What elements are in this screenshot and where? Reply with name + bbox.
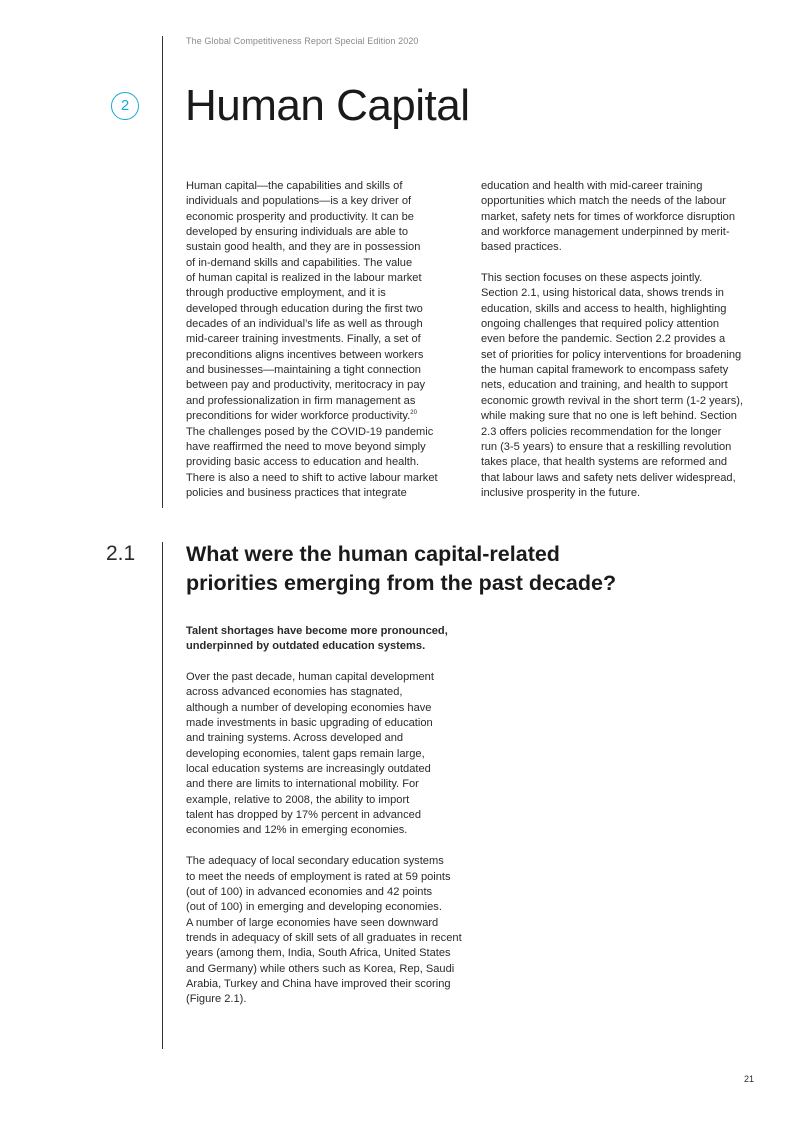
- vertical-rule-bottom: [162, 542, 163, 1049]
- intro-right-p2-line: 2.3 offers policies recommendation for the longer: [481, 425, 722, 438]
- intro-right-p1-line: opportunities which match the needs of the labour: [481, 195, 726, 208]
- intro-right-p2-line: takes place, that health systems are reformed and: [481, 456, 728, 469]
- section-p2-line: and Germany) while others such as Korea, Rep, Saudi: [186, 962, 455, 975]
- section-p2-line: Arabia, Turkey and China have improved their scoring: [186, 977, 451, 990]
- section-lead: [186, 624, 476, 655]
- section-title-line: priorities emerging from the past decade?: [186, 571, 617, 595]
- intro-paragraph-left: [186, 179, 456, 501]
- intro-left-column: [186, 179, 456, 517]
- intro-right-p2-line: even before the pandemic. Section 2.2 provides a: [481, 333, 726, 346]
- chapter-number-badge: 2: [111, 92, 139, 120]
- intro-right-p1-line: based practices.: [481, 241, 562, 254]
- intro-left-line: Human capital—the capabilities and skills of: [186, 180, 403, 192]
- intro-right-p1-line: education and health with mid-career training: [481, 180, 703, 192]
- section-p1-line: economies and 12% in emerging economies.: [186, 824, 408, 837]
- section-p2-line: years (among them, India, South Africa, United States: [186, 947, 451, 960]
- intro-left-lines-after: [186, 426, 438, 499]
- section-p1-line: made investments in basic upgrading of education: [186, 717, 433, 730]
- intro-right-p2-line: nets, education and training, and health to support: [481, 379, 728, 392]
- section-number: 2.1: [106, 542, 136, 565]
- intro-left-line: of human capital is realized in the labour market: [186, 272, 422, 285]
- section-p2-line: (out of 100) in emerging and developing economies.: [186, 901, 442, 914]
- page-number: 21: [744, 1074, 755, 1084]
- intro-left-lines: [186, 180, 425, 422]
- intro-right-p2-line: set of priorities for policy interventions for broadening: [481, 348, 742, 361]
- section-p1-line: and training systems. Across developed and: [186, 732, 404, 745]
- intro-left-line: developed by ensuring individuals are able to: [186, 226, 409, 239]
- intro-left-line: economic prosperity and productivity. It can be: [186, 210, 414, 223]
- section-p1-line: local education systems are increasingly outdated: [186, 763, 431, 776]
- intro-left-line: sustain good health, and they are in possession: [186, 241, 421, 254]
- section-lead-line: Talent shortages have become more pronounced,: [186, 625, 448, 637]
- intro-left-line: mid-career training investments. Finally, a set of: [186, 333, 421, 346]
- intro-left-line: and professionalization in firm management as: [186, 394, 416, 407]
- footnote-ref: 20: [410, 410, 417, 417]
- intro-left-line: preconditions for wider workforce productivity.: [186, 410, 411, 423]
- intro-left-after-line: have reaffirmed the need to move beyond simply: [186, 440, 426, 453]
- intro-right-p1-line: market, safety nets for times of workforce disruption: [481, 210, 736, 223]
- intro-right-p2-line: Section 2.1, using historical data, shows trends in: [481, 287, 724, 300]
- intro-left-after-line: There is also a need to shift to active labour market: [186, 471, 438, 484]
- intro-right-p1-line: and workforce management underpinned by merit-: [481, 226, 730, 239]
- section-p2-line: A number of large economies have seen downward: [186, 916, 439, 929]
- section-p2-line: trends in adequacy of skill sets of all graduates in recent: [186, 931, 462, 944]
- intro-left-after-line: providing basic access to education and health.: [186, 456, 420, 469]
- section-title: [186, 540, 706, 598]
- intro-right-paragraph-2: [481, 271, 761, 501]
- intro-right-p2-line: ongoing challenges that required policy attention: [481, 318, 720, 331]
- report-header: The Global Competitiveness Report Special Edition 2020: [186, 36, 419, 46]
- intro-right-p2-line: economic growth revival in the short term (1-2 years),: [481, 394, 744, 407]
- section-lead-line: underpinned by outdated education systems.: [186, 640, 426, 653]
- intro-right-p2-line: education, skills and access to health, highlighting: [481, 302, 727, 315]
- intro-right-column: [481, 179, 761, 517]
- section-p1-line: talent has dropped by 17% percent in advanced: [186, 809, 421, 822]
- section-p2-line: The adequacy of local secondary education systems: [186, 855, 444, 868]
- intro-left-line: decades of an individual’s life as well as through: [186, 318, 423, 331]
- intro-right-p2-line: the human capital framework to encompass safety: [481, 364, 729, 377]
- section-p1-line: and there are limits to international mobility. For: [186, 778, 419, 791]
- section-title-line: What were the human capital-related: [186, 542, 560, 566]
- section-p1-line: Over the past decade, human capital development: [186, 671, 434, 684]
- intro-left-line: through productive employment, and it is: [186, 287, 386, 300]
- section-p2-line: (out of 100) in advanced economies and 42 points: [186, 885, 433, 898]
- intro-left-line: developed through education during the first two: [186, 302, 423, 315]
- section-p2-line: to meet the needs of employment is rated at 59 points: [186, 870, 451, 883]
- intro-right-p2-line: inclusive prosperity in the future.: [481, 486, 641, 499]
- section-paragraph-2: [186, 854, 476, 1007]
- section-p1-line: although a number of developing economies have: [186, 701, 432, 714]
- intro-left-line: between pay and productivity, meritocracy in pay: [186, 379, 426, 392]
- intro-left-after-line: policies and business practices that integrate: [186, 486, 407, 499]
- chapter-title: Human Capital: [185, 81, 470, 130]
- intro-right-paragraph-1: [481, 179, 761, 256]
- intro-left-line: individuals and populations—is a key driver of: [186, 195, 412, 208]
- intro-right-p2-line: run (3-5 years) to ensure that a reskilling revolution: [481, 440, 732, 453]
- section-p1-line: across advanced economies has stagnated,: [186, 686, 403, 699]
- section-body: [186, 624, 476, 1023]
- intro-left-line: and businesses—maintaining a tight connection: [186, 364, 421, 377]
- intro-right-p2-line: This section focuses on these aspects jointly.: [481, 272, 703, 285]
- section-p1-line: example, relative to 2008, the ability to import: [186, 793, 410, 806]
- intro-left-line: preconditions aligns incentives between workers: [186, 348, 424, 361]
- intro-right-p2-line: while making sure that no one is left behind. Section: [481, 410, 737, 423]
- intro-left-line: of in-demand skills and capabilities. The value: [186, 256, 413, 269]
- intro-left-after-line: The challenges posed by the COVID-19 pandemic: [186, 425, 434, 438]
- section-paragraph-1: [186, 670, 476, 839]
- vertical-rule-top: [162, 36, 163, 508]
- section-p1-line: developing economies, talent gaps remain large,: [186, 747, 425, 760]
- section-p2-line: (Figure 2.1).: [186, 993, 247, 1006]
- intro-right-p2-line: that labour laws and safety nets deliver widespread,: [481, 471, 736, 484]
